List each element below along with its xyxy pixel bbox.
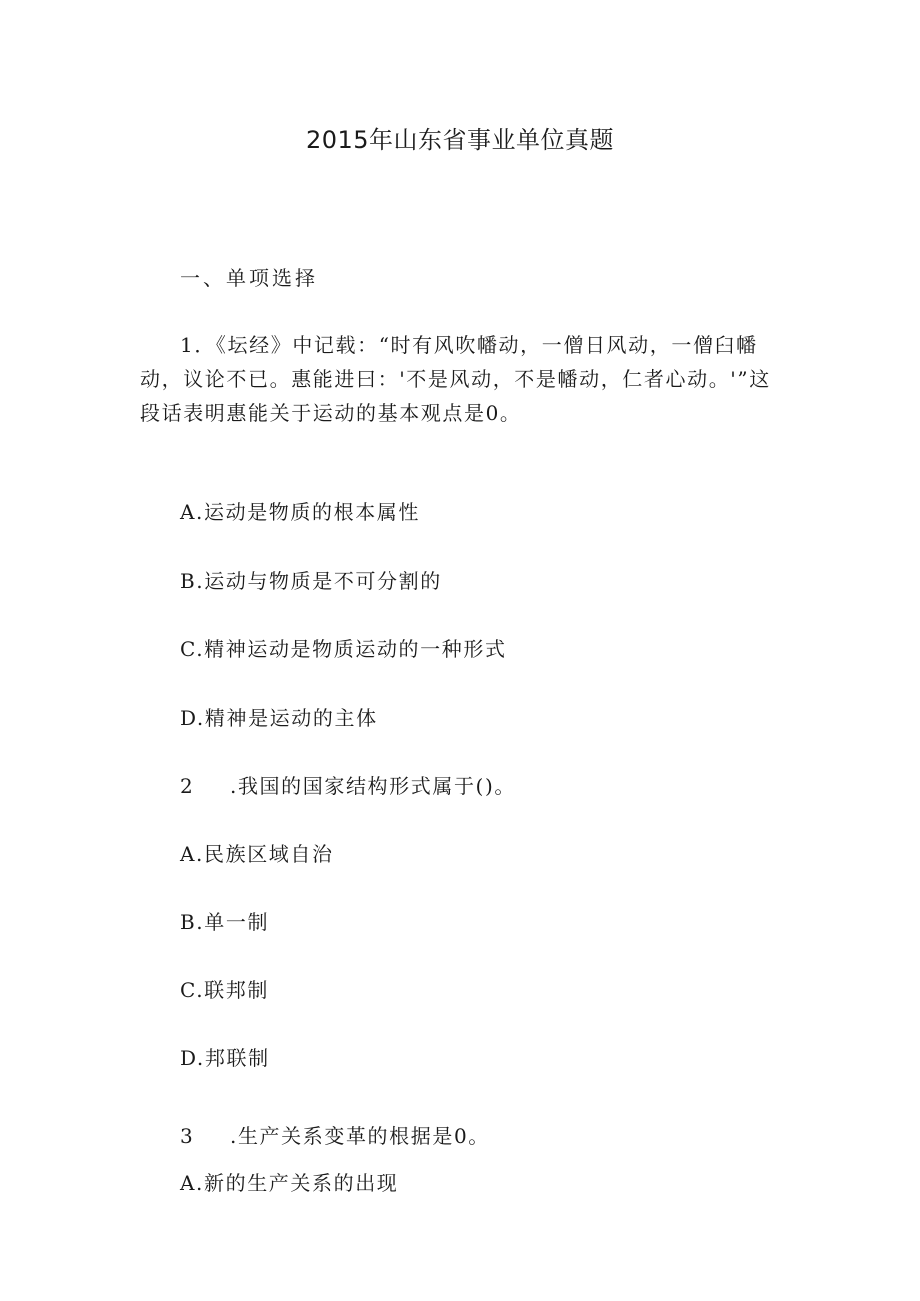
question-3	[180, 1120, 490, 1149]
question-1-option-c: C.精神运动是物质运动的一种形式	[180, 637, 507, 661]
question-3-number: 3	[180, 1124, 195, 1148]
question-2	[180, 770, 516, 799]
question-1-option-b: B.运动与物质是不可分割的	[180, 569, 442, 593]
question-3-text: .生产关系变革的根据是0。	[230, 1124, 490, 1148]
question-2-text: .我国的国家结构形式属于()。	[230, 774, 516, 798]
question-2-number: 2	[180, 774, 195, 798]
question-1-option-d: D.精神是运动的主体	[180, 706, 378, 730]
question-1-text: 1．《坛经》中记载：“时有风吹幡动，一僧日风动，一僧臼幡动，议论不已。惠能进曰：'不是风动，不是幡动，仁者心动。'”这段话表明惠能关于运动的基本观点是0。	[140, 333, 771, 425]
question-1-option-a: A.运动是物质的根本属性	[180, 500, 421, 524]
page-title: 2015年山东省事业单位真题	[305, 126, 615, 154]
question-2-option-c: C.联邦制	[180, 978, 269, 1002]
question-2-option-d: D.邦联制	[180, 1046, 270, 1070]
question-3-option-a: A.新的生产关系的出现	[180, 1171, 399, 1195]
question-2-option-a: A.民族区域自治	[180, 842, 334, 866]
question-2-option-b: B.单一制	[180, 910, 270, 934]
section-heading: 一、单项选择	[180, 266, 318, 290]
